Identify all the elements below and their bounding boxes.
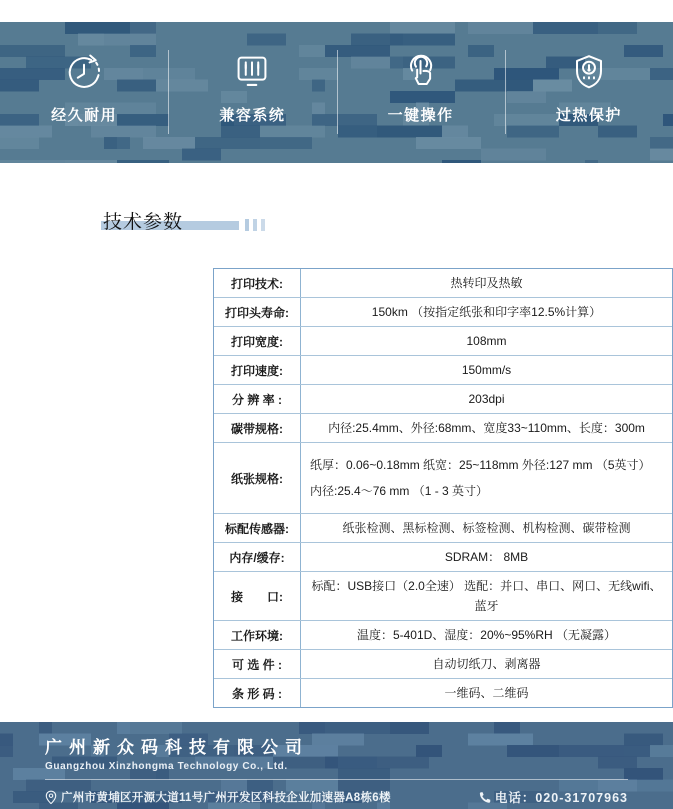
spec-label: 工作环境:	[214, 621, 301, 649]
banner-divider	[337, 50, 338, 134]
spec-label: 标配传感器:	[214, 514, 301, 542]
section-title-block	[103, 207, 363, 237]
spec-value-line: 150mm/s	[461, 363, 512, 377]
feature-label: 一键操作	[387, 107, 454, 124]
spec-value	[301, 327, 672, 355]
spec-value	[301, 679, 672, 707]
spec-label: 纸张规格:	[214, 443, 301, 513]
spec-value-line: 108mm	[466, 334, 507, 348]
feature-compatible	[168, 22, 336, 163]
spec-table-row	[214, 327, 672, 356]
spec-label: 打印技术:	[214, 269, 301, 297]
spec-table-row	[214, 356, 672, 385]
spec-label: 打印头寿命:	[214, 298, 301, 326]
feature-banner	[0, 22, 673, 163]
spec-label: 碳带规格:	[214, 414, 301, 442]
touch-icon	[398, 49, 444, 95]
spec-value-line: 热转印及热敏	[450, 276, 523, 290]
spec-table-row	[214, 443, 672, 514]
spec-table-row	[214, 269, 672, 298]
address-block	[45, 789, 391, 805]
spec-table-row	[214, 414, 672, 443]
feature-label: 经久耐用	[51, 107, 118, 124]
spec-value	[301, 385, 672, 413]
spec-label: 打印宽度:	[214, 327, 301, 355]
monitor-settings-icon	[229, 49, 275, 95]
spec-value	[301, 414, 672, 442]
spec-value-line: SDRAM： 8MB	[444, 550, 529, 564]
spec-value	[301, 298, 672, 326]
spec-table	[213, 268, 673, 708]
spec-value	[301, 650, 672, 678]
spec-value-line: 内径:25.4～76 mm （1 - 3 英寸）	[310, 484, 489, 498]
spec-value	[301, 356, 672, 384]
spec-value-line: 203dpi	[468, 392, 505, 406]
spec-table-row	[214, 572, 672, 621]
feature-one-touch	[337, 22, 505, 163]
company-footer	[0, 722, 673, 809]
banner-divider	[505, 50, 506, 134]
spec-table-row	[214, 514, 672, 543]
footer-divider	[45, 779, 628, 780]
spec-value-line: 一维码、二维码	[444, 686, 529, 700]
spec-label: 可 选 件 :	[214, 650, 301, 678]
spec-value-line: 自动切纸刀、剥离器	[432, 657, 541, 671]
tech-params-section	[0, 163, 673, 708]
feature-label: 过热保护	[555, 107, 622, 124]
phone-block	[478, 788, 628, 806]
spec-value	[301, 543, 672, 571]
spec-value	[301, 572, 672, 620]
feature-durable	[0, 22, 168, 163]
spec-value-line: 纸张检测、黑标检测、标签检测、机构检测、碳带检测	[342, 521, 631, 535]
spec-table-row	[214, 650, 672, 679]
spec-value-line: 标配：USB接口（2.0全速） 选配：并口、串口、网口、无线wifi、蓝牙	[311, 579, 662, 613]
feature-overheat	[505, 22, 673, 163]
spec-table-row	[214, 298, 672, 327]
spec-value	[301, 621, 672, 649]
spec-label: 条 形 码 :	[214, 679, 301, 707]
spec-label: 打印速度:	[214, 356, 301, 384]
spec-table-row	[214, 543, 672, 572]
feature-label: 兼容系统	[219, 107, 286, 124]
banner-divider	[168, 50, 169, 134]
spec-label: 内存/缓存:	[214, 543, 301, 571]
spec-value-line: 温度：5-401D、湿度：20%~95%RH （无凝露）	[356, 628, 617, 642]
company-phone: 电话：020-31707963	[494, 791, 628, 805]
spec-value-line: 纸厚：0.06~0.18mm 纸宽：25~118mm 外径:127 mm （5英寸）	[310, 458, 651, 472]
spec-value	[301, 514, 672, 542]
clock-icon	[61, 49, 107, 95]
company-name-cn: 广州新众码科技有限公司	[45, 738, 309, 757]
phone-icon	[478, 791, 491, 804]
spec-label: 接 口:	[214, 572, 301, 620]
spec-table-row	[214, 385, 672, 414]
spec-table-row	[214, 679, 672, 707]
spec-value-line: 内径:25.4mm、外径:68mm、宽度33~110mm、长度：300m	[328, 421, 645, 435]
spec-value	[301, 443, 672, 513]
shield-thermometer-icon	[566, 49, 612, 95]
company-name-en: Guangzhou Xinzhongma Technology Co., Ltd.	[45, 761, 288, 772]
spec-value-line: 150km （按指定纸张和印字率12.5%计算）	[371, 305, 602, 319]
spec-value	[301, 269, 672, 297]
section-title: 技术参数	[103, 212, 184, 233]
spec-table-row	[214, 621, 672, 650]
company-address: 广州市黄埔区开源大道11号广州开发区科技企业加速器A8栋6楼	[61, 792, 391, 804]
spec-label: 分 辨 率 :	[214, 385, 301, 413]
location-pin-icon	[45, 790, 57, 804]
